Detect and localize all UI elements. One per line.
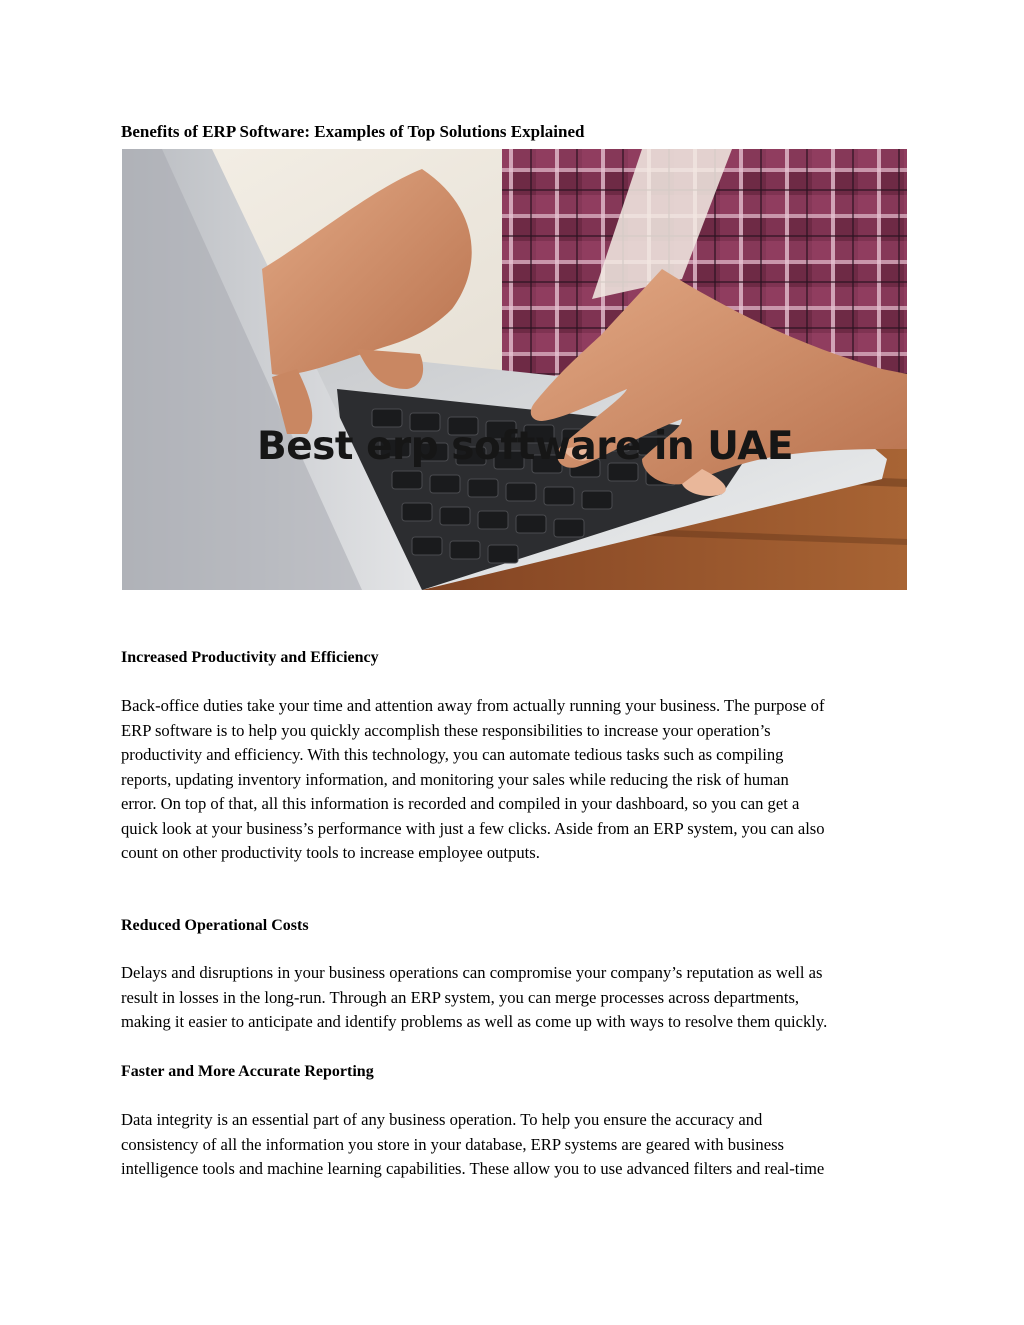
paragraph-line: quick look at your business’s performance with just a few clicks. Aside from an ERP system, you can also (121, 818, 825, 838)
paragraph-line: Delays and disruptions in your business operations can compromise your company’s reputation as well as (121, 963, 823, 982)
paragraph-line: reports, updating inventory information, and monitoring your sales while reducing the risk of human (121, 769, 789, 789)
paragraph-line: ERP software is to help you quickly accomplish these responsibilities to increase your operation’s (121, 720, 771, 740)
section-paragraph-reporting (121, 1108, 911, 1182)
section-heading-reporting: Faster and More Accurate Reporting (121, 1063, 374, 1080)
laptop-typing-illustration (122, 149, 907, 590)
hero-overlay-text: Best erp software in UAE (257, 424, 794, 469)
paragraph-line: count on other productivity tools to increase employee outputs. (121, 843, 540, 862)
paragraph-line: result in losses in the long-run. Through an ERP system, you can merge processes across departments, (121, 987, 800, 1007)
hero-image (122, 149, 907, 590)
document-title: Benefits of ERP Software: Examples of Top Solutions Explained (121, 122, 585, 141)
section-paragraph-productivity (121, 694, 911, 866)
paragraph-line: Data integrity is an essential part of any business operation. To help you ensure the accuracy and (121, 1110, 763, 1129)
paragraph-line: Back-office duties take your time and attention away from actually running your business. The purpose of (121, 696, 825, 715)
paragraph-line: intelligence tools and machine learning capabilities. These allow you to use advanced filters and real-time (121, 1159, 825, 1178)
paragraph-line: making it easier to anticipate and identify problems as well as come up with ways to resolve them quickly. (121, 1012, 828, 1031)
paragraph-line: productivity and efficiency. With this technology, you can automate tedious tasks such as compiling (121, 745, 784, 764)
paragraph-line: error. On top of that, all this information is recorded and compiled in your dashboard, so you can get a (121, 794, 800, 813)
paragraph-line: consistency of all the information you store in your database, ERP systems are geared with business (121, 1134, 784, 1154)
section-heading-costs: Reduced Operational Costs (121, 917, 309, 934)
section-paragraph-costs (121, 961, 911, 1035)
section-heading-productivity: Increased Productivity and Efficiency (121, 649, 379, 666)
